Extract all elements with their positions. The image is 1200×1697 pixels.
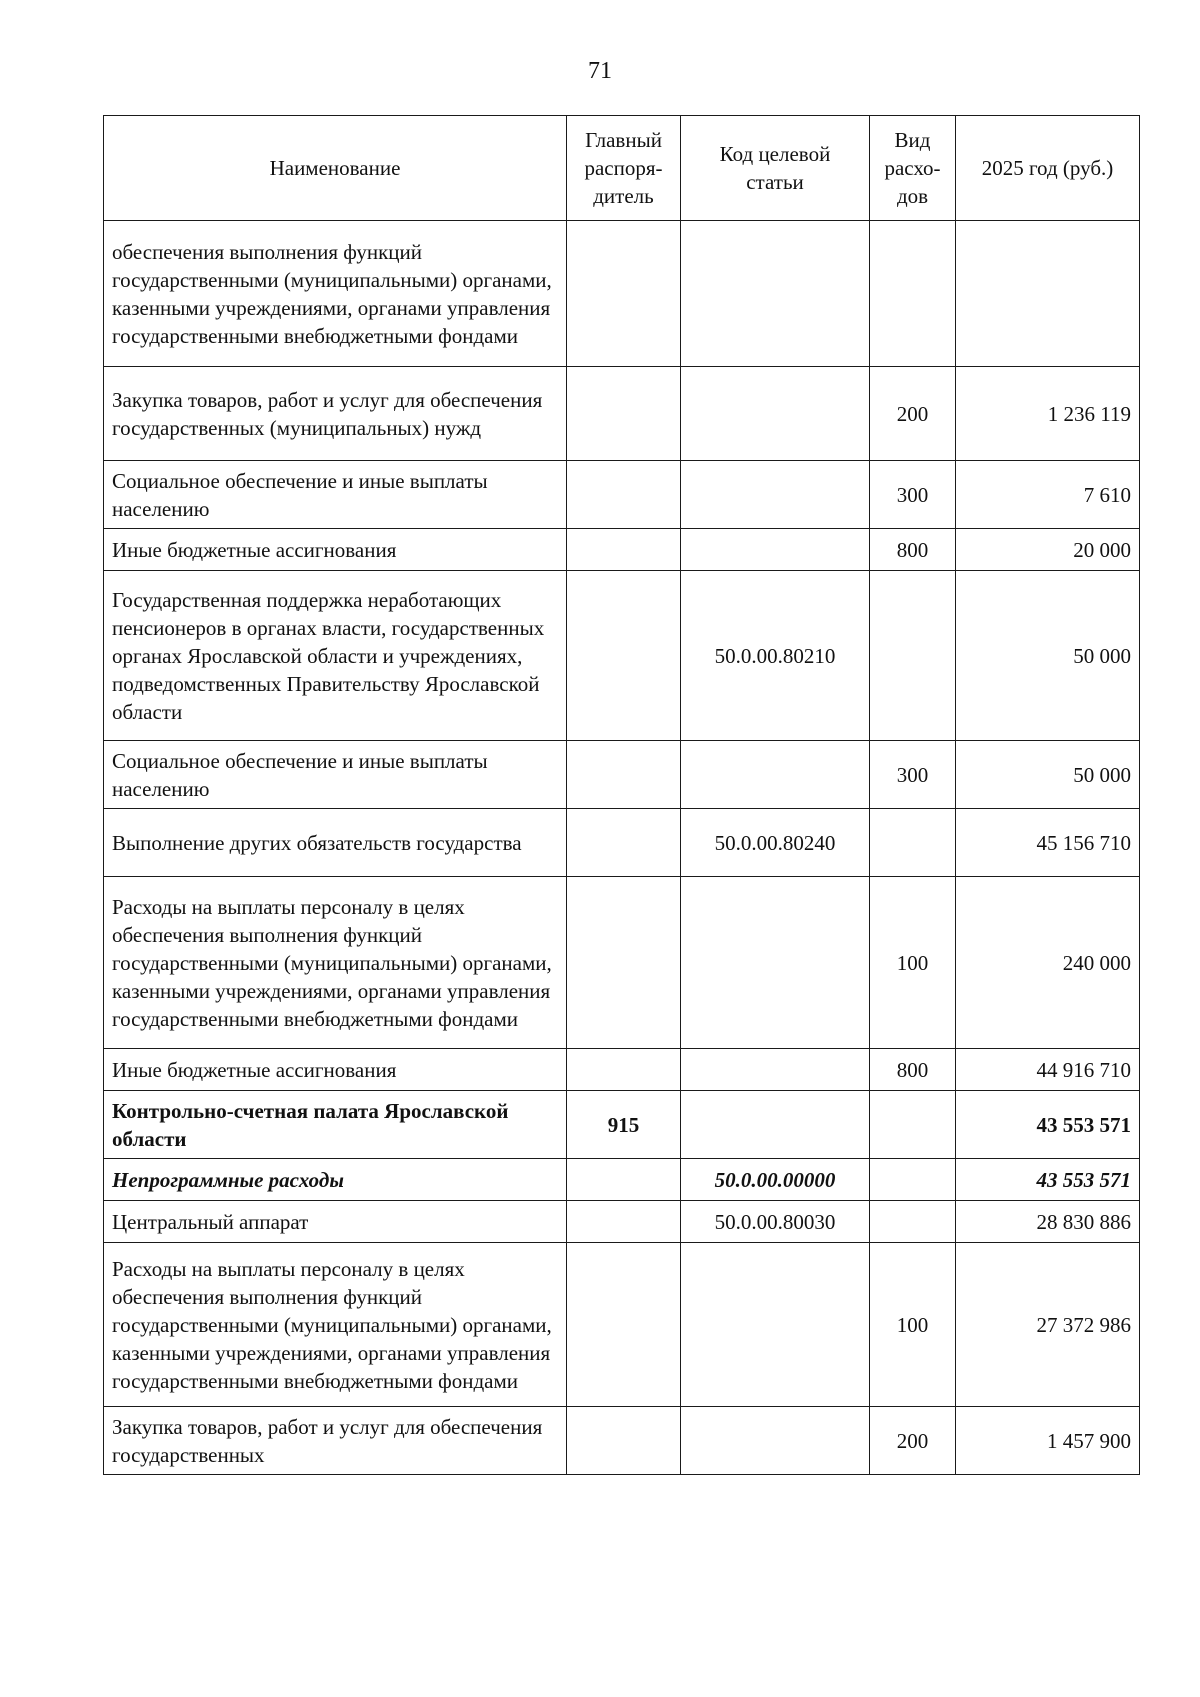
row-manager-cell <box>567 1049 681 1091</box>
row-amount-cell: 28 830 886 <box>956 1201 1140 1243</box>
row-code-cell <box>681 1407 870 1475</box>
row-amount-cell: 43 553 571 <box>956 1091 1140 1159</box>
table-row <box>104 529 1140 571</box>
header-year: 2025 год (руб.) <box>956 116 1140 221</box>
row-code-cell: 50.0.00.80030 <box>681 1201 870 1243</box>
row-manager-cell <box>567 221 681 367</box>
row-name-cell: Закупка товаров, работ и услуг для обеспечения государственных <box>104 1407 567 1475</box>
table-row <box>104 571 1140 741</box>
row-manager-cell <box>567 1159 681 1201</box>
row-code-cell <box>681 1243 870 1407</box>
row-name-cell: Расходы на выплаты персоналу в целях обеспечения выполнения функций государственными (муниципальными) органами, казенными учреждениями, органами управления государственными внебюджетными фондами <box>104 877 567 1049</box>
row-code-cell <box>681 877 870 1049</box>
row-code-cell: 50.0.00.80210 <box>681 571 870 741</box>
row-amount-cell: 1 236 119 <box>956 367 1140 461</box>
row-code-cell <box>681 1091 870 1159</box>
row-name-cell: Социальное обеспечение и иные выплаты населению <box>104 741 567 809</box>
row-kind-cell <box>870 221 956 367</box>
row-name-cell: Социальное обеспечение и иные выплаты населению <box>104 461 567 529</box>
row-kind-cell: 800 <box>870 529 956 571</box>
row-name-cell: Государственная поддержка неработающих пенсионеров в органах власти, государственных органах Ярославской области и учреждениях, подведомственных Правительству Ярославской области <box>104 571 567 741</box>
row-code-cell <box>681 529 870 571</box>
row-manager-cell <box>567 1407 681 1475</box>
row-amount-cell: 50 000 <box>956 741 1140 809</box>
table-row <box>104 741 1140 809</box>
table-row <box>104 1243 1140 1407</box>
row-name-cell: Иные бюджетные ассигнования <box>104 1049 567 1091</box>
row-kind-cell: 300 <box>870 461 956 529</box>
header-code: Код целевой статьи <box>681 116 870 221</box>
row-manager-cell <box>567 1201 681 1243</box>
row-code-cell <box>681 1049 870 1091</box>
row-manager-cell <box>567 1243 681 1407</box>
row-code-cell <box>681 461 870 529</box>
row-manager-cell <box>567 809 681 877</box>
row-name-cell: Выполнение других обязательств государства <box>104 809 567 877</box>
row-amount-cell: 44 916 710 <box>956 1049 1140 1091</box>
row-code-cell: 50.0.00.80240 <box>681 809 870 877</box>
table-row <box>104 1159 1140 1201</box>
table-row <box>104 367 1140 461</box>
row-amount-cell: 1 457 900 <box>956 1407 1140 1475</box>
row-code-cell <box>681 221 870 367</box>
header-row <box>104 116 1140 221</box>
table-row <box>104 221 1140 367</box>
row-name-cell: Расходы на выплаты персоналу в целях обеспечения выполнения функций государственными (муниципальными) органами, казенными учреждениями, органами управления государственными внебюджетными фондами <box>104 1243 567 1407</box>
row-kind-cell <box>870 1091 956 1159</box>
header-manager: Главный распоря-дитель <box>567 116 681 221</box>
row-code-cell <box>681 367 870 461</box>
row-name-cell: Центральный аппарат <box>104 1201 567 1243</box>
row-amount-cell <box>956 221 1140 367</box>
row-amount-cell: 45 156 710 <box>956 809 1140 877</box>
row-manager-cell <box>567 367 681 461</box>
row-amount-cell: 240 000 <box>956 877 1140 1049</box>
row-kind-cell: 200 <box>870 367 956 461</box>
row-amount-cell: 20 000 <box>956 529 1140 571</box>
row-name-cell: Иные бюджетные ассигнования <box>104 529 567 571</box>
row-code-cell <box>681 741 870 809</box>
row-kind-cell <box>870 1159 956 1201</box>
row-kind-cell: 200 <box>870 1407 956 1475</box>
row-manager-cell <box>567 571 681 741</box>
row-manager-cell <box>567 461 681 529</box>
row-amount-cell: 7 610 <box>956 461 1140 529</box>
row-manager-cell <box>567 741 681 809</box>
row-amount-cell: 50 000 <box>956 571 1140 741</box>
budget-table <box>103 115 1140 1475</box>
table-row <box>104 809 1140 877</box>
table-row <box>104 461 1140 529</box>
table-row <box>104 1091 1140 1159</box>
table-row <box>104 1407 1140 1475</box>
header-kind: Вид расхо-дов <box>870 116 956 221</box>
row-code-cell: 50.0.00.00000 <box>681 1159 870 1201</box>
row-kind-cell: 300 <box>870 741 956 809</box>
table-body <box>104 221 1140 1475</box>
row-kind-cell <box>870 1201 956 1243</box>
row-name-cell: обеспечения выполнения функций государственными (муниципальными) органами, казенными учреждениями, органами управления государственными внебюджетными фондами <box>104 221 567 367</box>
row-manager-cell: 915 <box>567 1091 681 1159</box>
row-amount-cell: 27 372 986 <box>956 1243 1140 1407</box>
row-manager-cell <box>567 529 681 571</box>
row-manager-cell <box>567 877 681 1049</box>
table-row <box>104 1049 1140 1091</box>
header-name: Наименование <box>104 116 567 221</box>
page-number: 71 <box>588 58 612 84</box>
row-kind-cell: 100 <box>870 877 956 1049</box>
row-kind-cell: 100 <box>870 1243 956 1407</box>
row-name-cell: Непрограммные расходы <box>104 1159 567 1201</box>
table-row <box>104 877 1140 1049</box>
row-name-cell: Закупка товаров, работ и услуг для обеспечения государственных (муниципальных) нужд <box>104 367 567 461</box>
table-row <box>104 1201 1140 1243</box>
row-name-cell: Контрольно-счетная палата Ярославской области <box>104 1091 567 1159</box>
row-kind-cell <box>870 571 956 741</box>
row-kind-cell: 800 <box>870 1049 956 1091</box>
row-kind-cell <box>870 809 956 877</box>
row-amount-cell: 43 553 571 <box>956 1159 1140 1201</box>
